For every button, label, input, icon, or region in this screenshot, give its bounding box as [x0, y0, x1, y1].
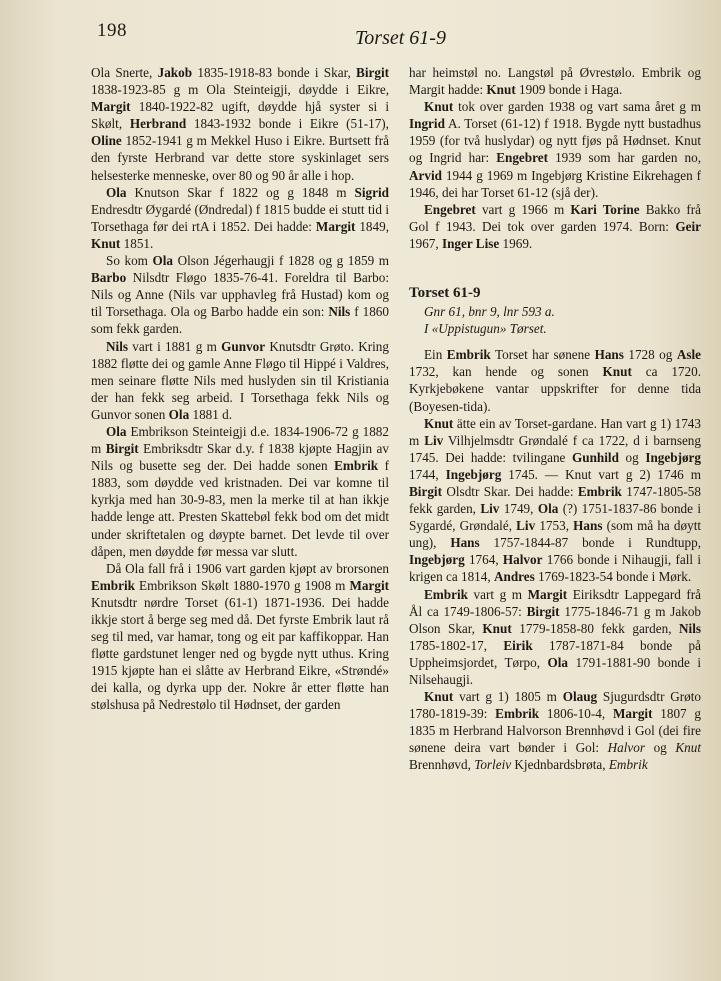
- text-run: vart i 1881 g m: [127, 338, 222, 354]
- paragraph: [409, 64, 701, 98]
- bold-name: Geir: [675, 218, 701, 234]
- bold-name: Oline: [91, 133, 122, 149]
- bold-name: Jakob: [157, 65, 193, 80]
- text-run: vart g 1966 m: [475, 201, 571, 217]
- bold-name: Ola: [168, 406, 190, 422]
- text-run: Knutson Skar f 1822 og g 1848 m: [126, 184, 355, 200]
- section-heading: Torset 61-9: [409, 285, 481, 302]
- bold-name: Ingrid: [409, 116, 445, 132]
- text-run: 1769-1823-54 bonde i Mørk.: [534, 569, 692, 585]
- running-title: Torset 61-9: [355, 27, 446, 49]
- bold-name: Gunhild: [572, 449, 619, 465]
- bold-name: Embrik: [495, 706, 540, 722]
- paragraph: [91, 64, 389, 184]
- bold-name: Gunvor: [221, 338, 266, 354]
- text-run: Embriksdtr Skar d.y. f 1838 kjøpte Hagjin av Nils og busette seg der. Dei hadde sonen: [91, 441, 389, 474]
- bold-name: Birgit: [105, 441, 139, 457]
- text-run: ca 1720. Kyrkjebøkene vantar uppskrifter for denne tida (Boyesen-tida).: [409, 364, 701, 414]
- bold-name: Barbo: [91, 270, 127, 286]
- text-run: 1744,: [409, 466, 446, 482]
- text-run: 1967,: [409, 235, 442, 251]
- text-run: 1835-1918-83 bonde i Skar,: [192, 65, 357, 80]
- text-run: 1909 bonde i Haga.: [515, 82, 623, 98]
- bold-name: Embrik: [334, 458, 379, 474]
- bold-name: Ola: [547, 654, 568, 670]
- paragraph: [409, 688, 701, 773]
- bold-name: Ola: [106, 184, 127, 200]
- text-run: 1838-1923-85 g m Ola Steinteigji, døydde i Eikre,: [91, 82, 389, 98]
- text-run: 1840-1922-82 ugift, døydde hjå syster si i Skølt,: [91, 99, 389, 132]
- italic-name: Knut: [675, 740, 701, 756]
- text-run: 1728 og: [623, 347, 677, 363]
- italic-name: Torleiv: [474, 757, 512, 773]
- bold-name: Ingebjørg: [445, 466, 502, 482]
- bold-name: Engebret: [496, 150, 548, 166]
- bold-name: Hans: [450, 535, 480, 551]
- bold-name: Andres: [493, 569, 535, 585]
- text-run: Embrikson Skølt 1880-1970 g 1908 m: [134, 577, 350, 593]
- bold-name: Knut: [91, 235, 121, 251]
- bold-name: Liv: [516, 518, 536, 534]
- bold-name: Knut: [424, 689, 454, 705]
- text-run: 1775-1846-71 g m Jakob Olson Skar,: [409, 603, 702, 636]
- section-subheading: I «Uppistugun» Tørset.: [424, 321, 547, 337]
- text-run: Vilhjelmsdtr Grøndalé f ca 1722, d i barnseng 1745. Dei hadde: tvilingane: [409, 432, 701, 465]
- text-run: 1753,: [535, 518, 574, 534]
- text-run: Olson Jégerhaugji f 1828 og g 1859 m: [173, 253, 389, 269]
- text-run: (som må ha døytt ung),: [409, 518, 702, 551]
- bold-name: Hans: [573, 518, 603, 534]
- bold-name: Birgit: [356, 65, 390, 80]
- text-run: 1745. — Knut vart g 2) 1746 m: [501, 466, 701, 482]
- bold-name: Knut: [424, 99, 454, 115]
- text-run: Kjednbardsbrøta,: [511, 757, 609, 773]
- page-number: 198: [97, 20, 127, 41]
- text-run: 1787-1871-84 bonde på Uppheimsjordet, Tørpo,: [409, 637, 701, 670]
- text-run: 1757-1844-87 bonde i Rundtupp,: [479, 535, 701, 551]
- bold-name: Herbrand: [129, 116, 187, 132]
- text-run: f 1860 som fekk garden.: [91, 304, 389, 337]
- text-run: Bakko frå Gol f 1943. Dei tok over garden 1974. Born:: [409, 201, 701, 234]
- paragraph: [91, 560, 389, 714]
- text-run: 1881 d.: [189, 406, 233, 422]
- text-run: 1791-1881-90 bonde i Nilsehaugji.: [409, 654, 701, 687]
- text-run: Brennhøvd,: [409, 757, 475, 773]
- bold-name: Eirik: [503, 637, 533, 653]
- bold-name: Margit: [315, 218, 356, 234]
- text-run: 1806-10-4,: [539, 706, 613, 722]
- bold-name: Margit: [349, 577, 389, 593]
- left-column: [91, 64, 389, 714]
- text-run: Knutsdtr nørdre Torset (61-1) 1871-1936. Dei hadde ikkje stort å berge seg med då. Det fyrste Embrik laut rå seg til med, var hamar, tong og eit par kaffikoppar. Han fløtte gardstunet lenger ned og bygde nytt uthus. Kring 1915 kjøpte han ei slåtte av Herbrand Eikre, «Strøndé» dei kalla, og dyrka upp der. Nokre år etter fløtte han stølshusa på Nedrestølo til Hødnset, der garden: [91, 594, 389, 713]
- text-run: 1849,: [355, 218, 390, 234]
- paragraph: [409, 98, 701, 201]
- bold-name: Inger Lise: [441, 235, 500, 251]
- text-run: 1732, kan hende og sonen: [409, 364, 603, 380]
- text-run: Då Ola fall frå i 1906 vart garden kjøpt av brorsonen: [106, 560, 389, 576]
- paragraph: [91, 423, 389, 560]
- bold-name: Margit: [527, 586, 568, 602]
- bold-name: Olaug: [562, 689, 598, 705]
- text-run: Ein: [424, 347, 447, 363]
- text-run: 1785-1802-17,: [409, 637, 504, 653]
- italic-name: Halvor: [607, 740, 646, 756]
- text-run: 1852-1941 g m Mekkel Huso i Eikre. Burtsett frå den fyrste Herbrand var dette store syskinlaget sers helsesterke menneske, over 80 og 90 år alle i hop.: [91, 133, 389, 183]
- bold-name: Knut: [482, 620, 512, 636]
- bold-name: Sigrid: [354, 184, 389, 200]
- bold-name: Nils: [679, 620, 701, 636]
- bold-name: Margit: [91, 99, 131, 115]
- bold-name: Hans: [594, 347, 624, 363]
- bold-name: Knut: [602, 364, 632, 380]
- section-subheading: Gnr 61, bnr 9, lnr 593 a.: [424, 304, 555, 320]
- paragraph: [91, 184, 389, 252]
- text-run: Endresdtr Øygardé (Øndredal) f 1815 budde ei stutt tid i Torsethaga før dei rtA i 1852. Dei hadde:: [91, 201, 389, 234]
- paragraph: [409, 415, 701, 586]
- text-run: 1944 g 1969 m Ingebjørg Kristine Eikrehagen f 1946, dei har Torset 61-12 (sjå der).: [409, 167, 701, 200]
- paragraph: [409, 586, 701, 689]
- text-run: Knutsdtr Grøto. Kring 1882 fløtte dei og gamle Anne Fløgo til Hippé i Valdres, men seinare fløtte Nils med huslyden sin til Kristiania der han fekk seg arbeid. I Torsethaga fekk Nils og Gunvor sonen: [91, 338, 389, 422]
- bold-name: Embrik: [424, 586, 468, 602]
- text-run: vart g 1) 1805 m: [453, 689, 563, 705]
- bold-name: Embrik: [446, 347, 491, 363]
- bold-name: Ingebjørg: [409, 552, 465, 568]
- bold-name: Liv: [424, 432, 444, 448]
- text-run: 1851.: [120, 235, 154, 251]
- bold-name: Halvor: [502, 552, 543, 568]
- text-run: 1969.: [499, 235, 533, 251]
- bold-name: Margit: [612, 706, 653, 722]
- bold-name: Ola: [106, 423, 127, 439]
- text-run: Torset har sønene: [490, 347, 595, 363]
- text-run: Eiriksdtr Lappegard frå Ål ca 1749-1806-57:: [409, 586, 702, 619]
- paragraph: [409, 346, 701, 414]
- paragraph: [91, 338, 389, 423]
- text-run: tok over garden 1938 og vart sama året g m: [453, 99, 701, 115]
- bold-name: Knut: [424, 415, 454, 431]
- bold-name: Ingebjørg: [645, 449, 702, 465]
- text-run: Olsdtr Skar. Dei hadde:: [441, 483, 578, 499]
- bold-name: Embrik: [91, 577, 135, 593]
- bold-name: Birgit: [409, 483, 442, 499]
- bold-name: Knut: [486, 82, 516, 98]
- text-run: har heimstøl no. Langstøl på Øvrestølo. Embrik og Margit hadde:: [409, 65, 701, 98]
- text-run: (?) 1751-1837-86 bonde i Sygardé, Grøndalé,: [409, 501, 702, 534]
- text-run: A. Torset (61-12) f 1918. Bygde nytt bustadhus 1959 (for två huslydar) og nytt fjøs på Hødnset. Knut og Ingrid har:: [409, 116, 701, 166]
- text-run: Nilsdtr Fløgo 1835-76-41. Foreldra til Barbo: Nils og Anne (Nils var upphavleg frå Hustad) kom og til Torsethaga. Ola og Barbo hadde ein son:: [91, 270, 389, 320]
- text-run: 1843-1932 bonde i Eikre (51-17),: [186, 116, 389, 132]
- text-run: Embrikson Steinteigji d.e. 1834-1906-72 g 1882 m: [91, 423, 389, 457]
- bold-name: Birgit: [526, 603, 560, 619]
- text-run: vart g m: [467, 586, 528, 602]
- bold-name: Liv: [480, 501, 500, 517]
- bold-name: Engebret: [424, 201, 476, 217]
- text-run: So kom: [106, 253, 153, 269]
- bold-name: Nils: [106, 338, 128, 354]
- bold-name: Asle: [676, 347, 701, 363]
- bold-name: Ola: [537, 501, 559, 517]
- text-run: 1779-1858-80 fekk garden,: [511, 620, 680, 636]
- italic-name: Embrik: [608, 757, 648, 773]
- bold-name: Arvid: [409, 167, 442, 183]
- text-run: 1764,: [464, 552, 503, 568]
- right-column: [409, 64, 701, 774]
- text-run: 1749,: [499, 501, 538, 517]
- text-run: 1766 bonde i Nihaugji, fall i krigen ca 1814,: [409, 552, 701, 585]
- bold-name: Ola: [152, 253, 174, 269]
- text-run: f 1883, som døydde ved kristnaden. Dei var komne til kyrkja med han 30-9-83, men la merke til at han ikkje hadde lenge att. Presten Skattebøl fekk bod om det midt under skriftetalen og døypte barnet. Det levde til over dåpen, men døydde før messa var slutt.: [91, 458, 389, 559]
- text-run: Ola Snerte,: [91, 65, 158, 80]
- bold-name: Embrik: [577, 483, 622, 499]
- text-run: Sjugurdsdtr Grøto 1780-1819-39:: [409, 689, 701, 722]
- text-run: 1939 som har garden no,: [547, 150, 702, 166]
- text-run: og: [618, 449, 646, 465]
- bold-name: Kari Torine: [570, 201, 640, 217]
- text-run: ätte ein av Torset-gardane. Han vart g 1) 1743 m: [409, 415, 701, 448]
- text-run: 1747-1805-58 fekk garden,: [409, 483, 701, 517]
- paragraph: [91, 252, 389, 337]
- text-run: og: [645, 740, 676, 756]
- bold-name: Nils: [328, 304, 351, 320]
- paragraph: [409, 201, 701, 252]
- text-run: 1807 g 1835 m Herbrand Halvorson Brennhøvd i Gol (dei fire sønene deira vart bønder i Gol:: [409, 706, 702, 756]
